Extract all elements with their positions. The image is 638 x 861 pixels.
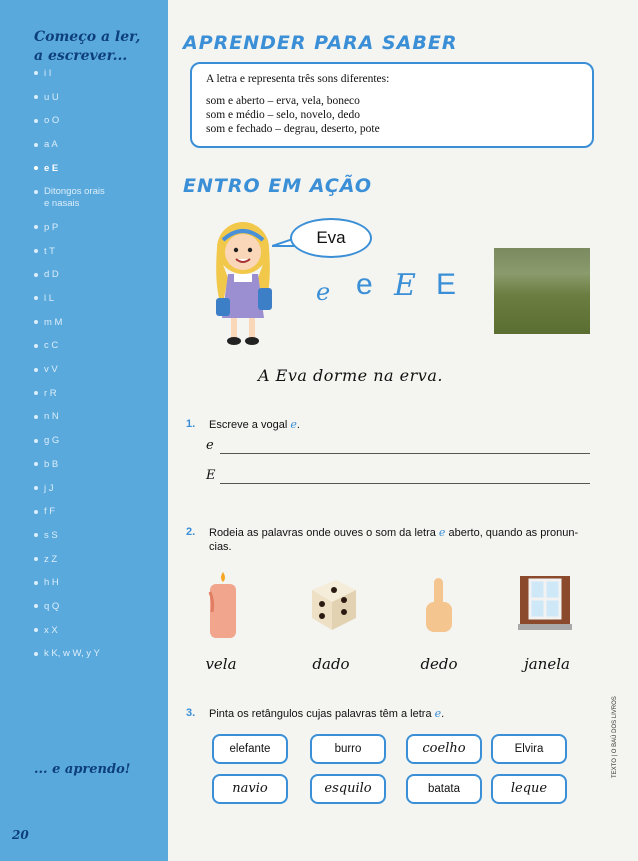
- sidebar-title-line1: Começo a ler,: [34, 29, 141, 45]
- guide-letter-upper: E: [206, 468, 216, 483]
- picture-label[interactable]: vela: [205, 655, 237, 673]
- info-line-closed: som e fechado – degrau, deserto, pote: [206, 123, 380, 135]
- letter-cursive-upper: E: [394, 268, 416, 303]
- writing-line[interactable]: [220, 482, 590, 484]
- picture-label[interactable]: dado: [312, 655, 350, 673]
- word-box[interactable]: esquilo: [310, 774, 386, 804]
- sidebar-item: r R: [34, 388, 105, 412]
- copyright-note: TEXTO | O BAÚ DOS LIVROS: [612, 696, 618, 778]
- sidebar-title: [34, 28, 140, 66]
- page-number: 20: [12, 828, 29, 842]
- guide-letter-lower: e: [206, 438, 214, 453]
- sidebar-item: f F: [34, 506, 105, 530]
- word-box[interactable]: batata: [406, 774, 482, 804]
- speech-bubble: Eva: [290, 218, 372, 258]
- word-box[interactable]: Elvira: [491, 734, 567, 764]
- sidebar-item: q Q: [34, 601, 105, 625]
- grass-photo: [494, 248, 590, 334]
- picture-label[interactable]: janela: [524, 655, 570, 673]
- sidebar-item-active: e E: [34, 163, 105, 187]
- sidebar-footer: ... e aprendo!: [34, 762, 131, 777]
- finger-icon: [422, 578, 456, 634]
- section-heading-entro: ENTRO EM AÇÃO: [183, 175, 373, 197]
- info-intro: A letra e representa três sons diferentes:: [206, 73, 390, 85]
- window-icon: [516, 574, 574, 634]
- sidebar-item: n N: [34, 411, 105, 435]
- sidebar-item: g G: [34, 435, 105, 459]
- word-box[interactable]: coelho: [406, 734, 482, 764]
- sidebar-item: i I: [34, 68, 105, 92]
- sidebar-item: b B: [34, 459, 105, 483]
- sidebar-item: a A: [34, 139, 105, 163]
- sidebar: [0, 0, 168, 861]
- exercise-text: Escreve a vogal e.: [209, 418, 300, 431]
- exercise-text: Pinta os retângulos cujas palavras têm a letra e.: [209, 707, 445, 720]
- sidebar-list: [34, 68, 105, 672]
- exercise-number: 1.: [186, 418, 196, 430]
- exercise-number: 2.: [186, 526, 196, 538]
- info-line-mid: som e médio – selo, novelo, dedo: [206, 109, 360, 121]
- sidebar-item: Ditongos orais e nasais: [34, 186, 105, 222]
- sidebar-item: o O: [34, 115, 105, 139]
- word-box[interactable]: leque: [491, 774, 567, 804]
- example-sentence: A Eva dorme na erva.: [258, 366, 443, 385]
- sidebar-item: m M: [34, 317, 105, 341]
- word-box[interactable]: burro: [310, 734, 386, 764]
- letter-print-upper: E: [436, 268, 457, 301]
- writing-line[interactable]: [220, 452, 590, 454]
- letter-cursive-lower: e: [316, 278, 331, 306]
- sidebar-item: h H: [34, 577, 105, 601]
- sidebar-item: x X: [34, 625, 105, 649]
- sidebar-item: t T: [34, 246, 105, 270]
- picture-label[interactable]: dedo: [420, 655, 458, 673]
- sidebar-item: s S: [34, 530, 105, 554]
- candle-icon: [204, 572, 242, 640]
- sidebar-title-line2: a escrever...: [34, 48, 128, 64]
- info-line-open: som e aberto – erva, vela, boneco: [206, 95, 360, 107]
- sidebar-item: d D: [34, 269, 105, 293]
- info-box: [190, 62, 594, 148]
- sidebar-item: c C: [34, 340, 105, 364]
- section-heading-aprender: APRENDER PARA SABER: [183, 32, 458, 54]
- word-box[interactable]: navio: [212, 774, 288, 804]
- word-box[interactable]: elefante: [212, 734, 288, 764]
- sidebar-item: k K, w W, y Y: [34, 648, 105, 672]
- letter-print-lower: e: [356, 268, 373, 301]
- sidebar-item: p P: [34, 222, 105, 246]
- dice-icon: [302, 576, 360, 634]
- sidebar-item: l L: [34, 293, 105, 317]
- sidebar-item: u U: [34, 92, 105, 116]
- girl-illustration: [208, 218, 278, 348]
- sidebar-item: z Z: [34, 554, 105, 578]
- exercise-number: 3.: [186, 707, 196, 719]
- sidebar-item: v V: [34, 364, 105, 388]
- exercise-text: Rodeia as palavras onde ouves o som da letra e aberto, quando as pronun-cias.: [209, 526, 579, 553]
- sidebar-item: j J: [34, 483, 105, 507]
